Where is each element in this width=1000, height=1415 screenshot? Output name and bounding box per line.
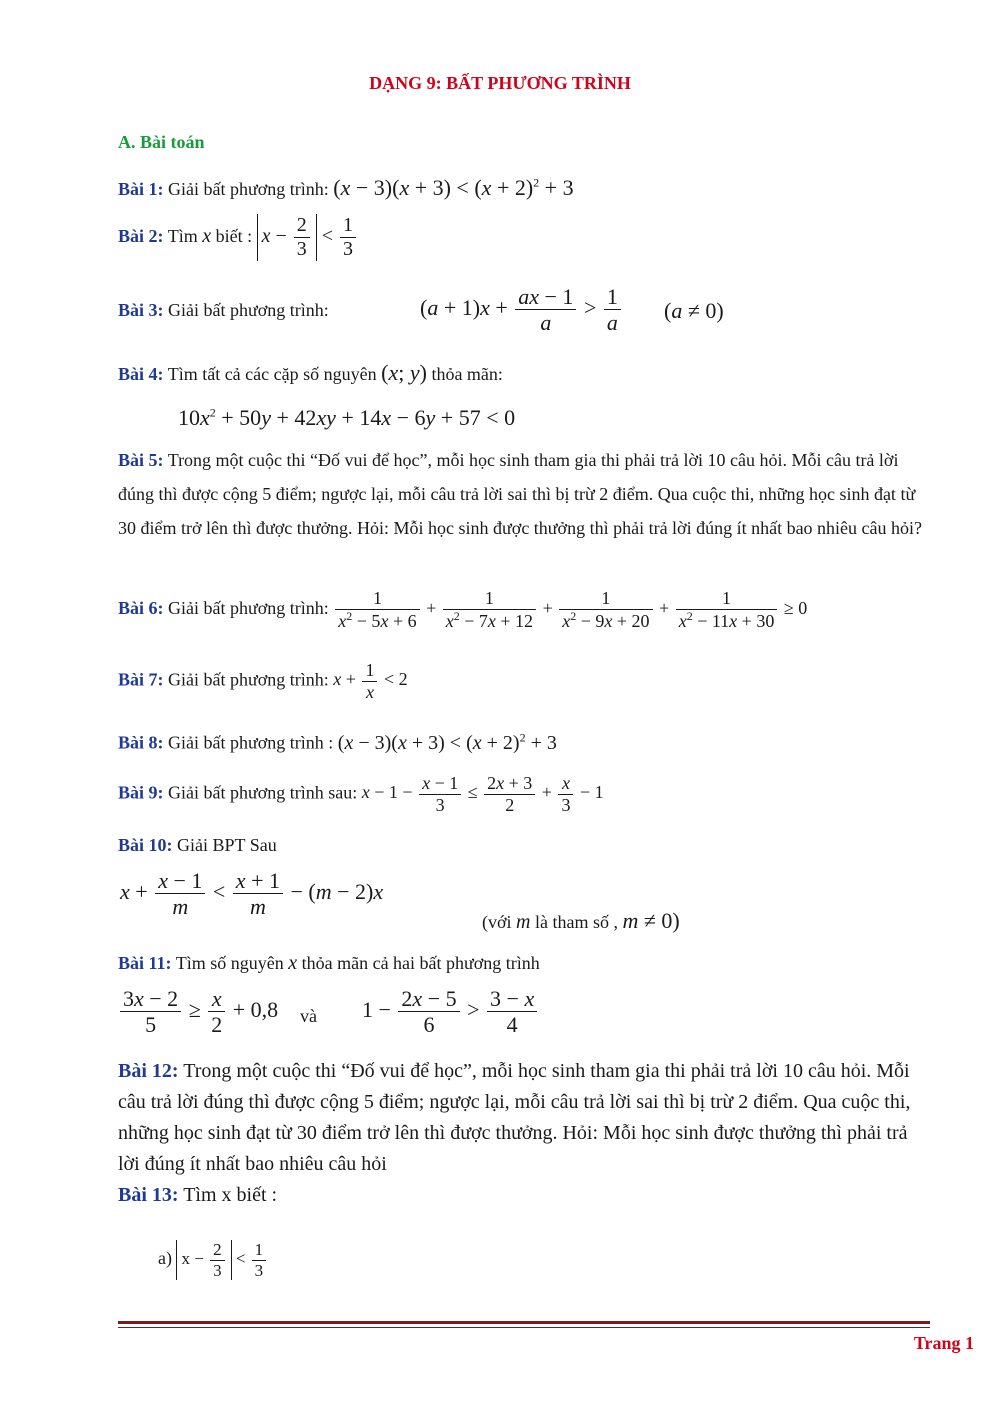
condition-10: (với m là tham số , m ≠ 0) <box>482 908 680 933</box>
footer-rule-thin <box>118 1327 930 1328</box>
problem-text: Trong một cuộc thi “Đố vui để học”, mỗi học sinh tham gia thi phải trả lời 10 câu hỏi. Mỗi câu trả lời đúng thì được cộng 5 điểm; ngược lại, mỗi câu trả lời sai thì bị trừ 2 điểm. Qua cuộc thi, những học sinh đạt từ 30 điểm trở lên thì được thưởng. Hỏi: Mỗi học sinh được thưởng thì phải trả lời đúng ít nhất bao nhiêu câu hỏi <box>118 1060 911 1175</box>
problem-text: Giải bất phương trình: <box>168 669 329 690</box>
problem-label: Bài 5: <box>118 450 164 470</box>
problem-11: Bài 11: Tìm số nguyên x thỏa mãn cả hai bất phương trình <box>118 952 540 974</box>
problem-text: Trong một cuộc thi “Đố vui để học”, mỗi học sinh tham gia thi phải trả lời 10 câu hỏi. Mỗi câu trả lời đúng thì được cộng 5 điểm; ngược lại, mỗi câu trả lời sai thì bị trừ 2 điểm. Qua cuộc thi, những học sinh đạt từ 30 điểm trở lên thì được thưởng. Hỏi: Mỗi học sinh được thưởng thì phải trả lời đúng ít nhất bao nhiêu câu hỏi? <box>118 450 923 538</box>
problem-text: Giải BPT Sau <box>177 835 277 855</box>
problem-text: Tìm số nguyên <box>175 953 284 973</box>
formula: $(x - 3)(x + 3) < (x + 2)^2 + 3$ <box>333 175 574 200</box>
problem-5 <box>118 443 930 545</box>
formula-10: x + $\frac{x - 1}{m}$ < $\frac{x + 1}{m}$ − (m − 2)x <box>120 868 384 920</box>
problem-text: Giải bất phương trình : <box>168 732 334 753</box>
formula-4: $10x^2 + 50y + 42xy + 14x - 6y + 57 < 0$ <box>178 405 516 430</box>
problem-text-2: thỏa mãn: <box>431 364 503 384</box>
connector-and: và <box>300 1006 317 1026</box>
problem-text: Giải bất phương trình: <box>168 179 329 199</box>
problem-7 <box>118 660 408 702</box>
problem-3 <box>118 300 329 321</box>
problem-text: Tìm tất cả các cặp số nguyên <box>167 364 377 384</box>
problem-label: Bài 13: <box>118 1184 179 1206</box>
footer-rule <box>118 1321 930 1324</box>
formula: x − 1 − $\frac{x - 1}{3}$ ≤ $\frac{2x + 3}{2}$ + $\frac{x}{3}$ − 1 <box>361 773 604 815</box>
problem-label: Bài 11: <box>118 953 172 973</box>
problem-label: Bài 7: <box>118 669 164 690</box>
problem-label: Bài 12: <box>118 1060 179 1082</box>
problem-1 <box>118 175 574 201</box>
formula-3: (a + 1)x + $\frac{ax - 1}{a}$ > $\frac{1}{a}$ <box>420 284 623 336</box>
problem-text-2: biết : <box>215 226 253 247</box>
problem-9 <box>118 773 604 815</box>
formula: x − $\frac{2}{3}$ < $\frac{1}{3}$ <box>257 225 358 247</box>
problem-label: Bài 4: <box>118 364 164 384</box>
problem-text: Tìm <box>167 226 198 247</box>
problem-6 <box>118 588 807 631</box>
problem-8 <box>118 730 557 755</box>
problem-text: Giải bất phương trình sau: <box>168 782 358 803</box>
problem-2: Bài 2: Tìm x biết : x − $\frac{2}{3}$ < $\frac{1}{3}$ <box>118 214 358 261</box>
problem-label: Bài 8: <box>118 732 164 753</box>
formula-11a: $\frac{3x - 2}{5}$ ≥ $\frac{x}{2}$ + 0,8 <box>118 986 278 1038</box>
formula: $(x - 3)(x + 3) < (x + 2)^2 + 3$ <box>337 730 557 754</box>
problem-label: Bài 1: <box>118 179 164 199</box>
sub-label: a) <box>158 1247 172 1268</box>
problem-text: Giải bất phương trình: <box>168 597 329 618</box>
formula: x − $\frac{2}{3}$ < $\frac{1}{3}$ <box>176 1249 268 1268</box>
problem-12 <box>118 1056 930 1180</box>
formula: x + $\frac{1}{x}$ < 2 <box>333 660 408 702</box>
problem-4: Bài 4: Tìm tất cả các cặp số nguyên (x; y) thỏa mãn: <box>118 360 503 385</box>
problem-text: Tìm <box>183 1184 217 1206</box>
problem-label: Bài 9: <box>118 782 164 803</box>
problem-text-2: thỏa mãn cả hai bất phương trình <box>301 953 540 973</box>
section-heading: A. Bài toán <box>118 132 205 152</box>
problem-label: Bài 6: <box>118 597 164 618</box>
page-title: DẠNG 9: BẤT PHƯƠNG TRÌNH <box>369 73 631 93</box>
problem-label: Bài 2: <box>118 226 164 247</box>
problem-text-2: biết : <box>236 1184 278 1206</box>
formula-11b: 1 − $\frac{2x - 5}{6}$ > $\frac{3 - x}{4}$ <box>362 986 539 1038</box>
page-number: Trang 1 <box>913 1333 974 1353</box>
problem-text: Giải bất phương trình: <box>168 300 329 320</box>
problem-label: Bài 10: <box>118 835 173 855</box>
problem-13a <box>158 1240 268 1280</box>
condition-3: (a ≠ 0) <box>664 298 724 323</box>
problem-label: Bài 3: <box>118 300 164 320</box>
formula: $\frac{1}{x^2 - 5x + 6}$ + $\frac{1}{x^2 - 7x + 12}$ + $\frac{1}{x^2 - 9x + 20}$ + $\frac{1}{x^2 - 11x + 30}$ ≥ 0 <box>333 598 807 618</box>
problem-13: Bài 13: Tìm x biết : <box>118 1184 278 1206</box>
problem-10 <box>118 835 277 856</box>
